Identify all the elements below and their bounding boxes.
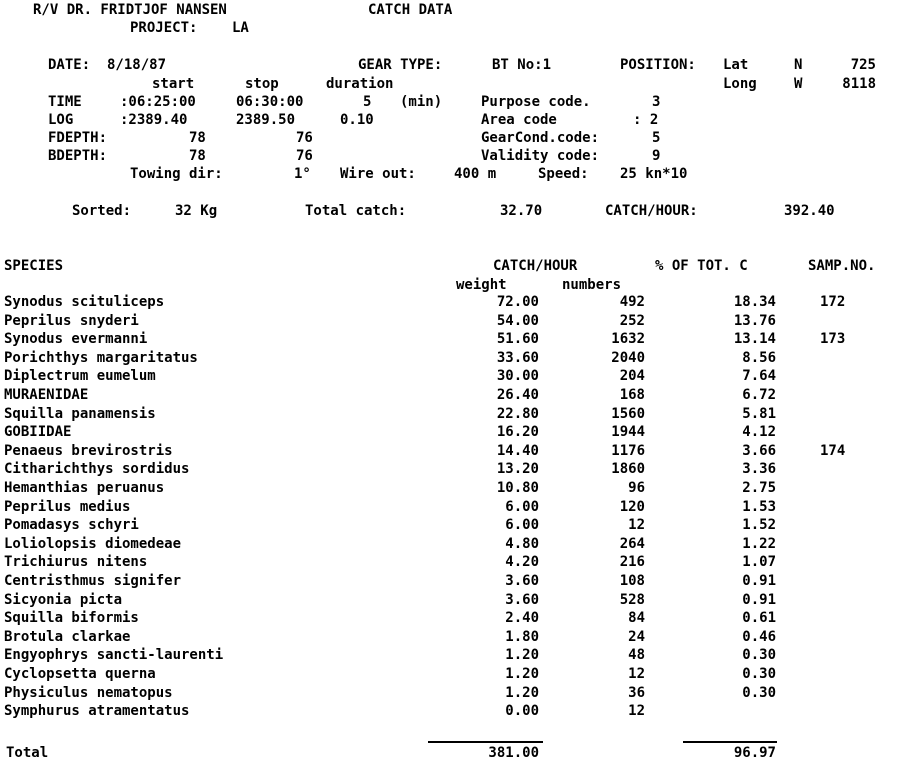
numbers-value: 96 [628,480,645,496]
species-name: GOBIIDAE [4,424,72,440]
weight-value: 4.80 [505,536,539,552]
species-name: Diplectrum eumelum [4,368,156,384]
percent-value: 5.81 [742,406,776,422]
gearcond-value: 5 [652,130,661,146]
percent-value: 0.91 [742,592,776,608]
percent-value: 18.34 [733,294,776,310]
weight-value: 1.20 [505,666,539,682]
area-value: : 2 [633,112,659,128]
weight-header: weight [456,277,507,293]
sample-number: 172 [820,294,846,310]
gear-type-value: BT No:1 [492,57,552,73]
weight-value: 33.60 [496,350,539,366]
species-name: Brotula clarkae [4,629,131,645]
purpose-label: Purpose code. [481,94,591,110]
species-name: Engyophrys sancti-laurenti [4,647,224,663]
numbers-value: 168 [619,387,645,403]
numbers-value: 264 [619,536,645,552]
numbers-value: 252 [619,313,645,329]
date-label: DATE: [48,57,91,73]
numbers-value: 24 [628,629,645,645]
percent-value: 1.07 [742,554,776,570]
long-hemisphere: W [794,76,803,92]
time-label: TIME [48,94,82,110]
numbers-value: 12 [628,703,645,719]
numbers-value: 36 [628,685,645,701]
sample-number: 173 [820,331,846,347]
validity-label: Validity code: [481,148,600,164]
weight-value: 26.40 [496,387,539,403]
col-start-header: start [152,76,195,92]
catch-per-hour-label: CATCH/HOUR: [605,203,698,219]
percent-value: 13.14 [733,331,776,347]
weight-value: 51.60 [496,331,539,347]
species-name: Squilla panamensis [4,406,156,422]
sample-number-header: SAMP.NO. [808,258,876,274]
col-duration-header: duration [326,76,394,92]
percent-value: 3.66 [742,443,776,459]
total-label: Total [6,745,49,761]
numbers-value: 2040 [611,350,645,366]
weight-value: 0.00 [505,703,539,719]
weight-value: 54.00 [496,313,539,329]
gear-type-label: GEAR TYPE: [358,57,443,73]
numbers-value: 108 [619,573,645,589]
col-stop-header: stop [245,76,279,92]
weight-value: 10.80 [496,480,539,496]
percent-value: 0.30 [742,685,776,701]
lat-label: Lat [723,57,749,73]
total-catch-label: Total catch: [305,203,407,219]
weight-value: 6.00 [505,499,539,515]
percent-value: 0.46 [742,629,776,645]
sample-number: 174 [820,443,846,459]
total-percent: 96.97 [733,745,776,761]
percent-value: 1.52 [742,517,776,533]
weight-value: 72.00 [496,294,539,310]
time-duration: 5 [363,94,372,110]
percent-value: 1.22 [742,536,776,552]
weight-value: 4.20 [505,554,539,570]
numbers-value: 1176 [611,443,645,459]
species-name: Pomadasys schyri [4,517,139,533]
species-name: Synodus scituliceps [4,294,165,310]
species-name: Hemanthias peruanus [4,480,165,496]
species-name: Cyclopsetta querna [4,666,156,682]
numbers-value: 84 [628,610,645,626]
bdepth-start: 78 [189,148,206,164]
percent-value: 13.76 [733,313,776,329]
species-name: Peprilus snyderi [4,313,139,329]
weight-value: 22.80 [496,406,539,422]
gearcond-label: GearCond.code: [481,130,600,146]
time-start: :06:25:00 [120,94,196,110]
species-name: Citharichthys sordidus [4,461,190,477]
vessel-name: R/V DR. FRIDTJOF NANSEN [33,2,227,18]
numbers-value: 216 [619,554,645,570]
lat-hemisphere: N [794,57,803,73]
towing-value: 1° [294,166,311,182]
weight-value: 14.40 [496,443,539,459]
log-stop: 2389.50 [236,112,296,128]
species-header: SPECIES [4,258,64,274]
species-name: Squilla biformis [4,610,139,626]
position-label: POSITION: [620,57,696,73]
percent-total-header: % OF TOT. C [655,258,748,274]
validity-value: 9 [652,148,661,164]
weight-value: 16.20 [496,424,539,440]
bdepth-stop: 76 [296,148,313,164]
species-name: Centristhmus signifer [4,573,182,589]
percent-value: 0.61 [742,610,776,626]
numbers-value: 1632 [611,331,645,347]
fdepth-label: FDEPTH: [48,130,108,146]
numbers-value: 1560 [611,406,645,422]
total-weight: 381.00 [488,745,539,761]
time-unit: (min) [400,94,443,110]
long-label: Long [723,76,757,92]
date-value: 8/18/87 [107,57,167,73]
sorted-label: Sorted: [72,203,132,219]
percent-total-rule [683,741,777,743]
fdepth-stop: 76 [296,130,313,146]
bdepth-label: BDEPTH: [48,148,108,164]
log-start: :2389.40 [120,112,188,128]
percent-value: 0.30 [742,666,776,682]
percent-value: 0.30 [742,647,776,663]
numbers-header: numbers [562,277,622,293]
numbers-value: 204 [619,368,645,384]
report-title: CATCH DATA [368,2,453,18]
numbers-value: 12 [628,517,645,533]
project-value: LA [232,20,249,36]
weight-value: 3.60 [505,573,539,589]
catch-per-hour-value: 392.40 [784,203,835,219]
numbers-value: 1944 [611,424,645,440]
purpose-value: 3 [652,94,661,110]
wire-value: 400 m [454,166,497,182]
lat-value: 725 [850,57,876,73]
weight-value: 1.20 [505,647,539,663]
catch-per-hour-header: CATCH/HOUR [493,258,578,274]
percent-value: 4.12 [742,424,776,440]
weight-total-rule [428,741,543,743]
area-label: Area code [481,112,557,128]
species-name: Loliolopsis diomedeae [4,536,182,552]
sorted-value: 32 Kg [175,203,218,219]
fdepth-start: 78 [189,130,206,146]
percent-value: 0.91 [742,573,776,589]
species-name: Synodus evermanni [4,331,148,347]
weight-value: 1.20 [505,685,539,701]
log-label: LOG [48,112,74,128]
total-catch-value: 32.70 [500,203,543,219]
weight-value: 2.40 [505,610,539,626]
percent-value: 2.75 [742,480,776,496]
numbers-value: 48 [628,647,645,663]
weight-value: 30.00 [496,368,539,384]
towing-label: Towing dir: [130,166,223,182]
numbers-value: 492 [619,294,645,310]
weight-value: 6.00 [505,517,539,533]
species-name: Physiculus nematopus [4,685,173,701]
percent-value: 1.53 [742,499,776,515]
species-name: MURAENIDAE [4,387,89,403]
percent-value: 3.36 [742,461,776,477]
weight-value: 3.60 [505,592,539,608]
species-name: Symphurus atramentatus [4,703,190,719]
percent-value: 7.64 [742,368,776,384]
weight-value: 1.80 [505,629,539,645]
log-duration: 0.10 [340,112,374,128]
wire-label: Wire out: [340,166,416,182]
species-name: Trichiurus nitens [4,554,148,570]
speed-value: 25 kn*10 [620,166,688,182]
long-value: 8118 [842,76,876,92]
species-name: Peprilus medius [4,499,131,515]
species-name: Porichthys margaritatus [4,350,198,366]
percent-value: 8.56 [742,350,776,366]
species-name: Sicyonia picta [4,592,123,608]
numbers-value: 12 [628,666,645,682]
percent-value: 6.72 [742,387,776,403]
weight-value: 13.20 [496,461,539,477]
speed-label: Speed: [538,166,589,182]
numbers-value: 528 [619,592,645,608]
numbers-value: 120 [619,499,645,515]
time-stop: 06:30:00 [236,94,304,110]
species-name: Penaeus brevirostris [4,443,173,459]
project-label: PROJECT: [130,20,198,36]
numbers-value: 1860 [611,461,645,477]
